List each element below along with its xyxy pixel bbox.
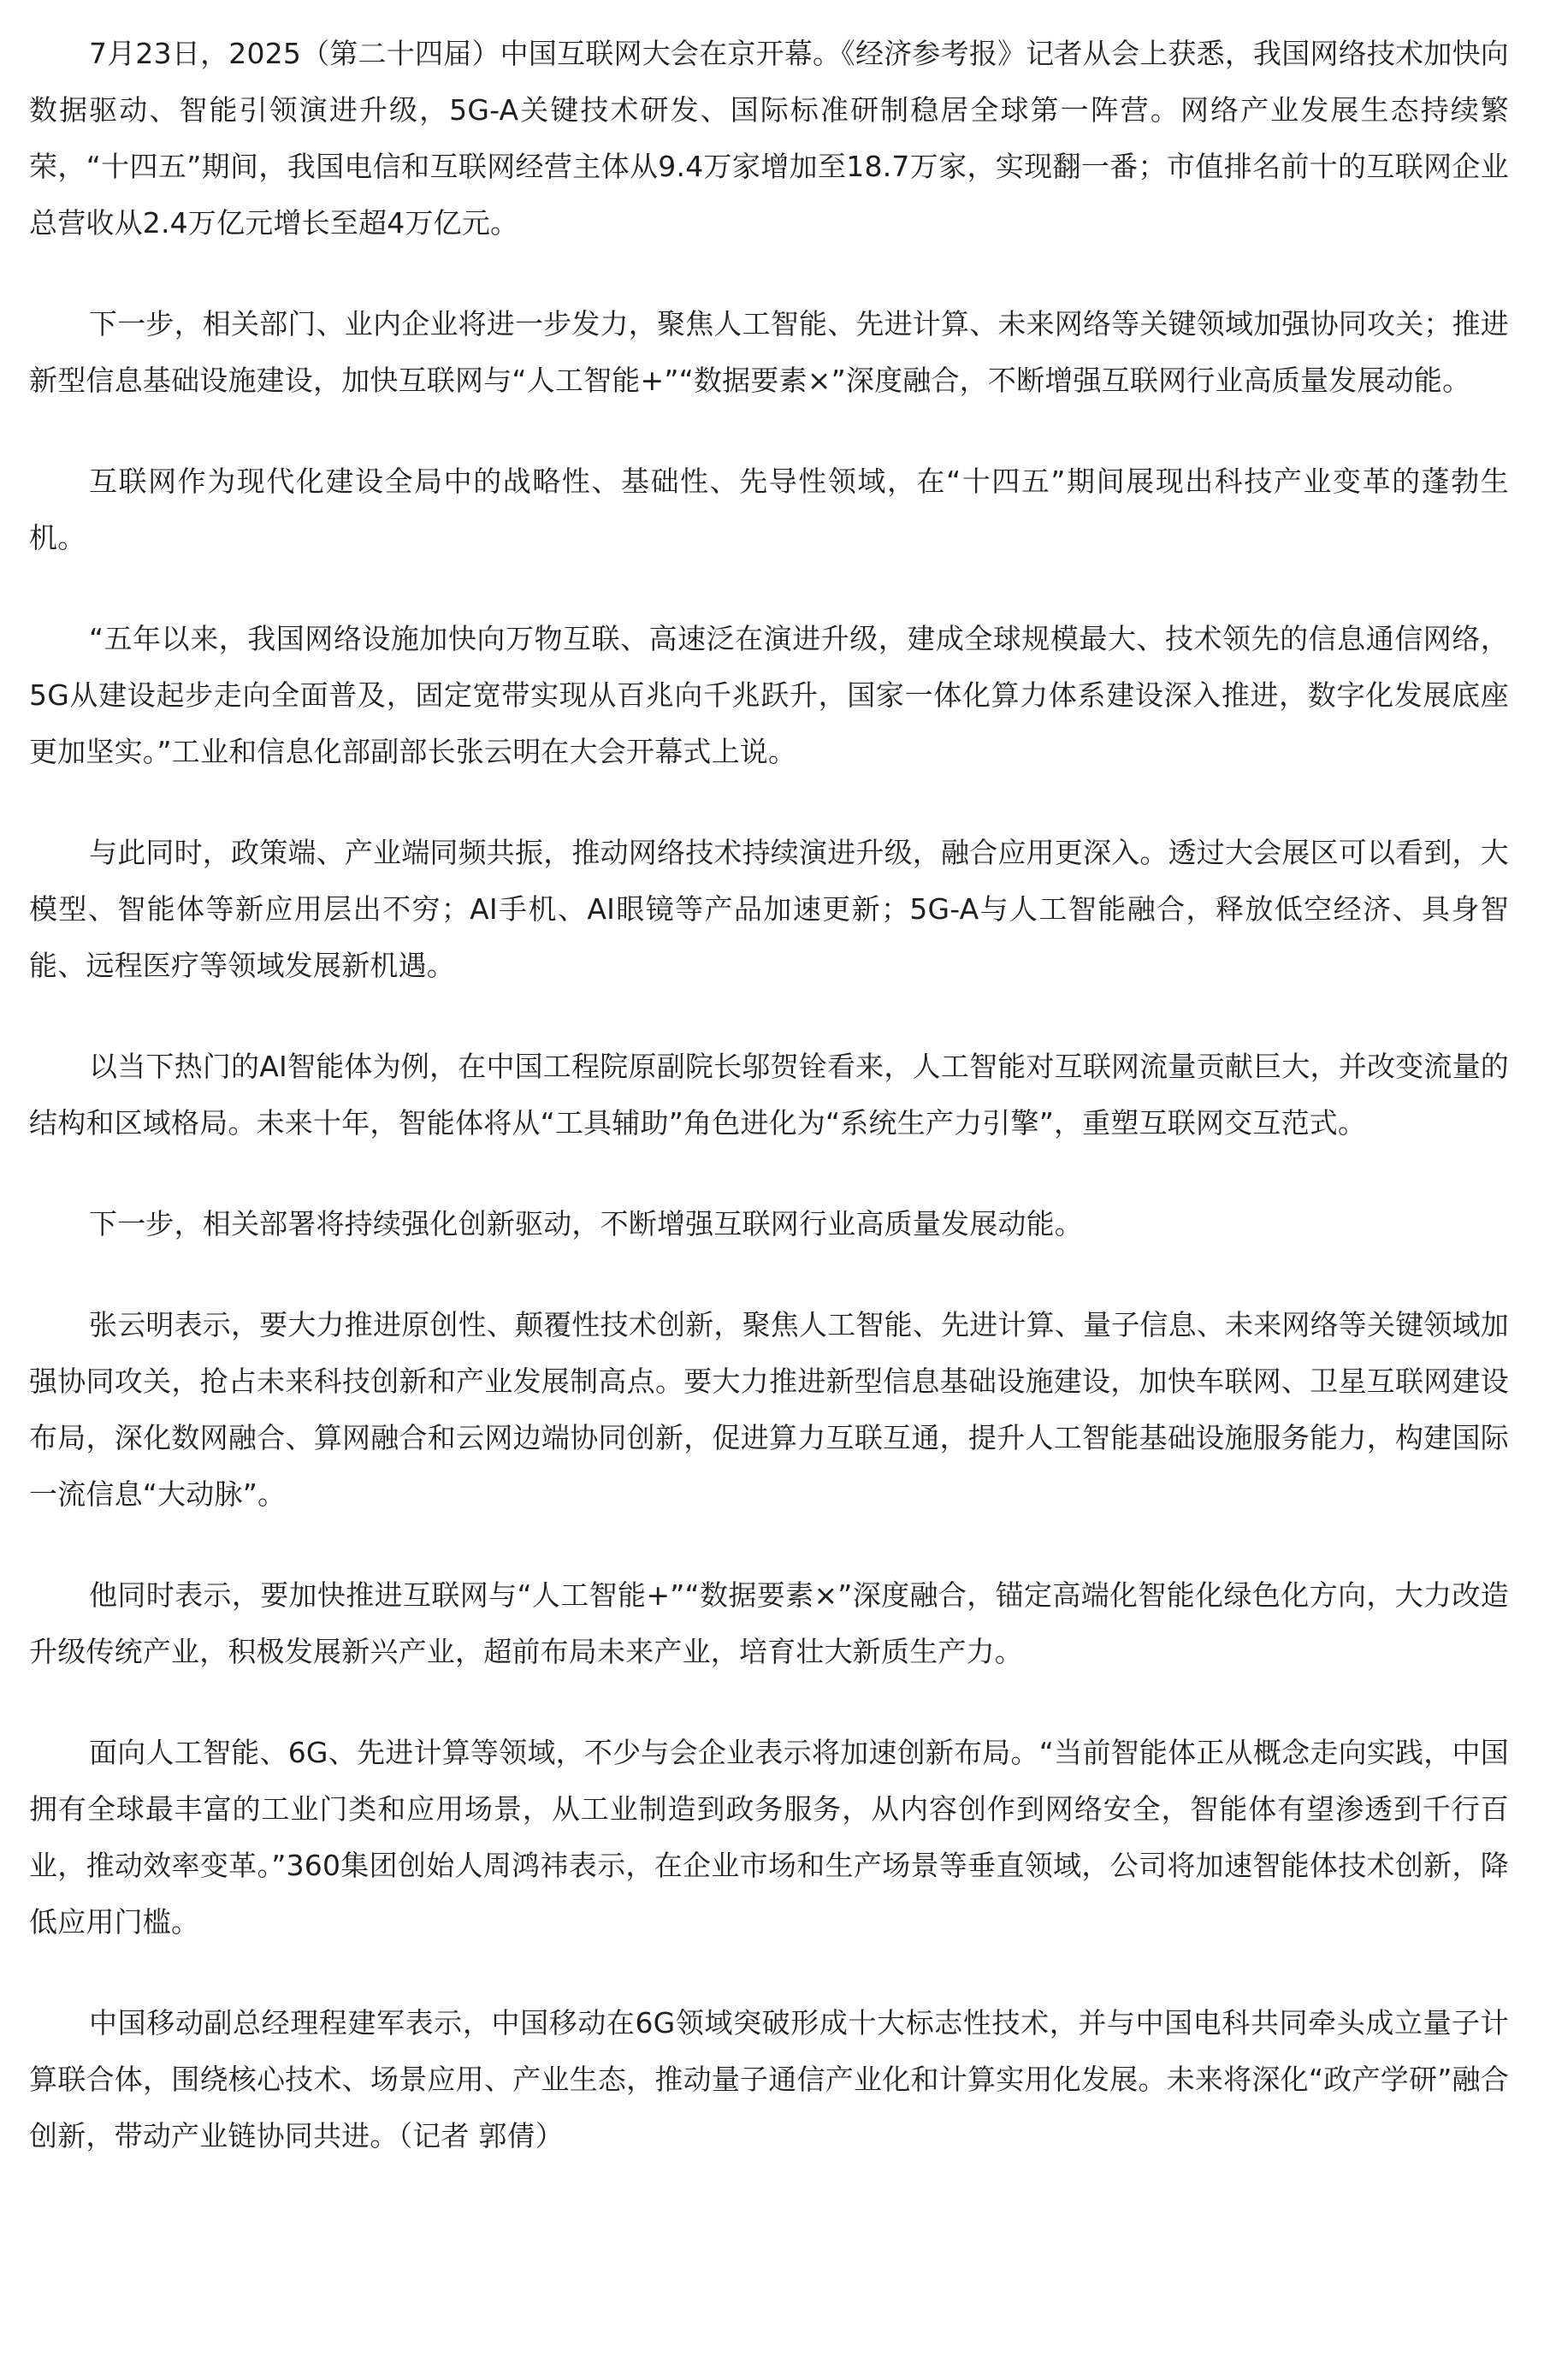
- paragraph-1: 7月23日，2025（第二十四届）中国互联网大会在京开幕。《经济参考报》记者从会上获悉，我国网络技术加快向数据驱动、智能引领演进升级，5G-A关键技术研发、国际标准研制稳居全球第一阵营。网络产业发展生态持续繁荣，“十四五”期间，我国电信和互联网经营主体从9.4万家增加至18.7万家，实现翻一番；市值排名前十的互联网企业总营收从2.4万亿元增长至超4万亿元。: [29, 37, 1509, 240]
- paragraph-11: 中国移动副总经理程建军表示，中国移动在6G领域突破形成十大标志性技术，并与中国电科共同牵头成立量子计算联合体，围绕核心技术、场景应用、产业生态，推动量子通信产业化和计算实用化发展。未来将深化“政产学研”融合创新，带动产业链协同共进。（记者 郭倩）: [29, 2006, 1509, 2152]
- paragraph-4: “五年以来，我国网络设施加快向万物互联、高速泛在演进升级，建成全球规模最大、技术领先的信息通信网络，5G从建设起步走向全面普及，固定宽带实现从百兆向千兆跃升，国家一体化算力体系建设深入推进，数字化发展底座更加坚实。”工业和信息化部副部长张云明在大会开幕式上说。: [29, 622, 1509, 768]
- paragraph-5: 与此同时，政策端、产业端同频共振，推动网络技术持续演进升级，融合应用更深入。透过大会展区可以看到，大模型、智能体等新应用层出不穷；AI手机、AI眼镜等产品加速更新；5G-A与人工智能融合，释放低空经济、具身智能、远程医疗等领域发展新机遇。: [29, 836, 1509, 982]
- paragraph-9: 他同时表示，要加快推进互联网与“人工智能+”“数据要素×”深度融合，锚定高端化智能化绿色化方向，大力改造升级传统产业，积极发展新兴产业，超前布局未来产业，培育壮大新质生产力。: [29, 1578, 1509, 1668]
- paragraph-3: 互联网作为现代化建设全局中的战略性、基础性、先导性领域，在“十四五”期间展现出科技产业变革的蓬勃生机。: [29, 465, 1509, 554]
- paragraph-8: 张云明表示，要大力推进原创性、颠覆性技术创新，聚焦人工智能、先进计算、量子信息、未来网络等关键领域加强协同攻关，抢占未来科技创新和产业发展制高点。要大力推进新型信息基础设施建设，加快车联网、卫星互联网建设布局，深化数网融合、算网融合和云网边端协同创新，促进算力互联互通，提升人工智能基础设施服务能力，构建国际一流信息“大动脉”。: [29, 1308, 1509, 1511]
- paragraph-2: 下一步，相关部门、业内企业将进一步发力，聚焦人工智能、先进计算、未来网络等关键领域加强协同攻关；推进新型信息基础设施建设，加快互联网与“人工智能+”“数据要素×”深度融合，不断增强互联网行业高质量发展动能。: [29, 307, 1509, 397]
- paragraph-6: 以当下热门的AI智能体为例，在中国工程院原副院长邬贺铨看来，人工智能对互联网流量贡献巨大，并改变流量的结构和区域格局。未来十年，智能体将从“工具辅助”角色进化为“系统生产力引擎”，重塑互联网交互范式。: [29, 1050, 1509, 1140]
- article-body: [29, 26, 1509, 2164]
- paragraph-7: 下一步，相关部署将持续强化创新驱动，不断增强互联网行业高质量发展动能。: [89, 1207, 1083, 1240]
- paragraph-10: 面向人工智能、6G、先进计算等领域，不少与会企业表示将加速创新布局。“当前智能体正从概念走向实践，中国拥有全球最丰富的工业门类和应用场景，从工业制造到政务服务，从内容创作到网络安全，智能体有望渗透到千行百业，推动效率变革。”360集团创始人周鸿祎表示，在企业市场和生产场景等垂直领域，公司将加速智能体技术创新，降低应用门槛。: [29, 1736, 1509, 1939]
